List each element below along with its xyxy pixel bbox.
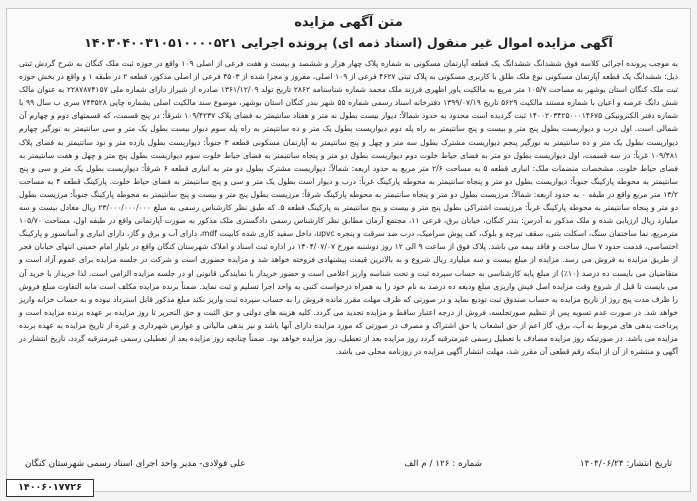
- signature: علی فولادی- مدیر واحد اجرای اسناد رسمی شهرستان کنگان: [25, 459, 246, 469]
- publication-date: تاریخ انتشار: ۱۴۰۴/۰۶/۲۴: [579, 459, 672, 469]
- footer-row: [25, 459, 672, 473]
- tracking-code-box: ۱۴۰۰۶۰۱۷۷۲۶: [6, 479, 94, 497]
- notice-subtitle: آگهی مزایده اموال غیر منقول (اسناد ذمه ای) پرونده اجرایی ۱۴۰۳۰۴۰۰۳۱۰۵۱۰۰۰۰۵۲۱: [84, 35, 613, 50]
- notice-body-text: به موجب پرونده اجرائی کلاسه فوق ششدانگ ششدانگ یک قطعه آپارتمان مسکونی به شماره پلاک چهار هزار و ششصد و بیست و هفت فرعی از اصلی ۱۰۹ واقع در حوزه ثبت ملک کنگان به شرح گردش ثبتی ذیل: ششدانگ یک قطعه آپارتمان مسکونی نوع ملک طلق با کاربری مسکونی به پلاک ثبتی ۴۶۲۷ فرعی از ۱۰۹ اصلی، مفروز و مجزا شده از ۴۵۰۳ فرعی از اصلی مذکور، قطعه ۲ در طبقه ۱ و واقع در بخش حوزه ثبت ملک کنگان استان بوشهر به مساحت ۱۰۵/۷ متر مربع به مالکیت یاور اظهری فرزند ملک محمد شماره شناسنامه ۲۸۶۲ تاریخ تولد ۱۳۶۱/۱۲/۰۹ صادره از شیراز دارای شماره ملی ۲۲۸۷۸۷۴۱۵۷ به عنوان مالک شش دانگ عرصه و اعیان با شماره مستند مالکیت ۵۶۲۹ تاریخ ۱۳۹۹/۰۷/۱۹ دفترخانه اسناد رسمی شماره ۵۵ شهر بندر کنگان استان بوشهر، موضوع سند مالکیت اصلی بشماره چاپی ۷۴۳۵۲۸ سری ب سال ۹۹ با شماره دفتر الکترونیکی ۱۴۰۰۲۰۳۴۲۵۰۰۰۱۴۶۷۵ ثبت گردیده است محدود به حدود شمالاً: دیوار بیست بطول نه متر و هفتاد سانتیمتر به فضای پلاک ۱۰۹/۴۲۳۷ شرقاً: در پنج قسمت، که قسمتهای دوم و چهارم آن شمالی است. اول درب و دیواریست بطول پنج متر و بیست و پنج سانتیمتر به راه پله دوم دیواریست بطول یک متر و ده سانتیمتر به راه پله سوم دیوار بیست بطول یک متر و سی سانتیمتر به نورگیر چهارم دیواریست بطول یک متر و ده سانتیمتر به نورگیر پنجم دیواریست مشترک بطول سه متر و چهل و پنج سانتیمتر به آپارتمان مسکونی قطعه ۳ جنوباً: دیواریست بطول یازده متر و نود سانتیمتر به فضای پلاک ۱۰۹/۴۸۱ غرباً: در سه قسمت، اول دیواریست بطول دو متر به فضای حیاط خلوت دوم دیواریست بطول دو متر و پنجاه سانتیمتر به فضای حیاط خلوت سوم دیواریست بطول پنج متر و چهل و هفت سانتیمتر به فضای حیاط خلوت. مشخصات منضمات ملک: انباری قطعه ۵ به مساحت ۲/۶ متر مربع به حدود اربعه: شمالاً: دیواریست مشترک بطول دو متر به انباری قطعه ۶ شرقاً: دیواریست بطول یک متر و سی و پنج سانتیمتر به محوطه پارکینگ جنوباً: دیواریست بطول دو متر و پنجاه سانتیمتر به محوطه پارکینگ غرباً: درب و دیوار است بطول یک متر و سی و پنج سانتیمتر به فضای حیاط خلوت. پارکینگ قطعه ۴ به مساحت ۱۳/۲ متر مربع واقع در طبقه ۰ به حدود اربعه: شمالاً: مرزیست بطول دو متر و پنجاه سانتیمتر به محوطه پارکینگ شرقاً: مرزیست بطول پنج متر و بیست و پنج سانتیمتر به محوطه پارکینگ جنوباً: مرزیست بطول دو متر و پنجاه سانتیمتر به محوطه پارکینگ غرباً: مرزیست اشتراکی بطول پنج متر و بیست و پنج سانتیمتر به پارکینگ قطعه ۵. که طبق نظر کارشناس رسمی به مبلغ ۲۳/۰۰۰/۰۰۰/۰۰۰ ریال معادل بیست و سه میلیارد ریال ارزیابی شده و ملک مذکور به آدرس: بندر کنگان، خیابان برق، فرعی ۱۱، مجتمع آرمان مطابق نظر کارشناس رسمی دادگستری ملک مذکور به صورت آپارتمانی واقع در طبقه اول، مساحت ۱۰۵/۷۰ مترمربع، نما ساختمان سنگ، اسکلت بتنی، سقف تیرچه و بلوک، کف پوش سرامیک، درب ضد سرقت و پنجره upvc، داخل سفید کاری شده کابینت mdf، دارای آب و برق و گاز، دارای انباری و آسانسور و پارکینگ اختصاصی، قدمت حدود ۷ سال ساخت و فاقد بیمه می باشد. پلاک فوق از ساعت ۹ الی ۱۲ روز دوشنبه مورخ ۱۴۰۴/۰۷/۰۷ در اداره ثبت اسناد و املاک شهرستان کنگان واقع در بلوار امام خمینی انتهای خیابان فجر از طریق مزایده به فروش می رسد. مزایده از مبلغ بیست و سه میلیارد ریال شروع و به بالاترین قیمت پیشنهادی فروخته خواهد شد و مزایده حضوری است و شرکت در جلسه مزایده برای عموم آزاد است و متقاضیان می بایست ده درصد (۱۰٪) از مبلغ پایه کارشناسی به حساب سپرده ثبت و تحت شناسه واریز اعلامی است و حضور خریدار با نمایندگی قانونی او در جلسه مزایده الزامی است. لذا خریدار با خرید آن می بایست تا قبل از شروع وقت مزایده اصل فیش واریزی مبلغ ودیعه ده درصد به نام خود را به همراه درخواست کتبی به واحد اجرا تسلیم و ثبت نماید. ضمناً برنده مزایده مکلف است مابه التفاوت مبلغ فروش را ظرف مدت پنج روز از تاریخ مزایده به حساب صندوق ثبت تودیع نماید و در صورتی که ظرف مهلت مقرر مانده فروش را به حساب سپرده ثبت واریز نکند مبلغ مذکور قابل استرداد نبوده و به حساب خزانه واریز خواهد شد. در صورت عدم تسویه پس از تنظیم صورتجلسه، فروش از درجه اعتبار ساقط و مزایده تجدید می گردد. کلیه هزینه های دولتی و حق الثبت و حق التحریر تا روز مزایده بر عهده برنده مزایده است و پرداخت بدهی های مربوط به آب، برق، گاز اعم از حق انشعاب یا حق اشتراک و مصرف در صورتی که مورد مزایده دارای آنها باشد و نیز بدهی مالیاتی و عوارض شهرداری و غیره از تاریخ مزایده به عهده برنده مزایده می باشد. در صورتیکه روز مزایده مصادف با تعطیل رسمی غیرمترقبه گردد روز مزایده بعد از تعطیل، روز مزایده خواهد بود. ضمناً چنانچه روز مزایده بعد از تعطیلی رسمی غیرمترقبه گردد، تاریخ انتشار در آگهی و منتشره از آن از اینکه رقم قطعی آن مقرر شد، مهلت انتشار آگهی مزایده در روزنامه محلی می باشد.: [19, 59, 679, 357]
- notice-number: شماره : ۱۲۶ / م الف: [404, 459, 482, 469]
- notice-body: [19, 57, 678, 358]
- notice-page: [6, 8, 691, 492]
- notice-title: متن آگهی مزایده: [294, 15, 403, 30]
